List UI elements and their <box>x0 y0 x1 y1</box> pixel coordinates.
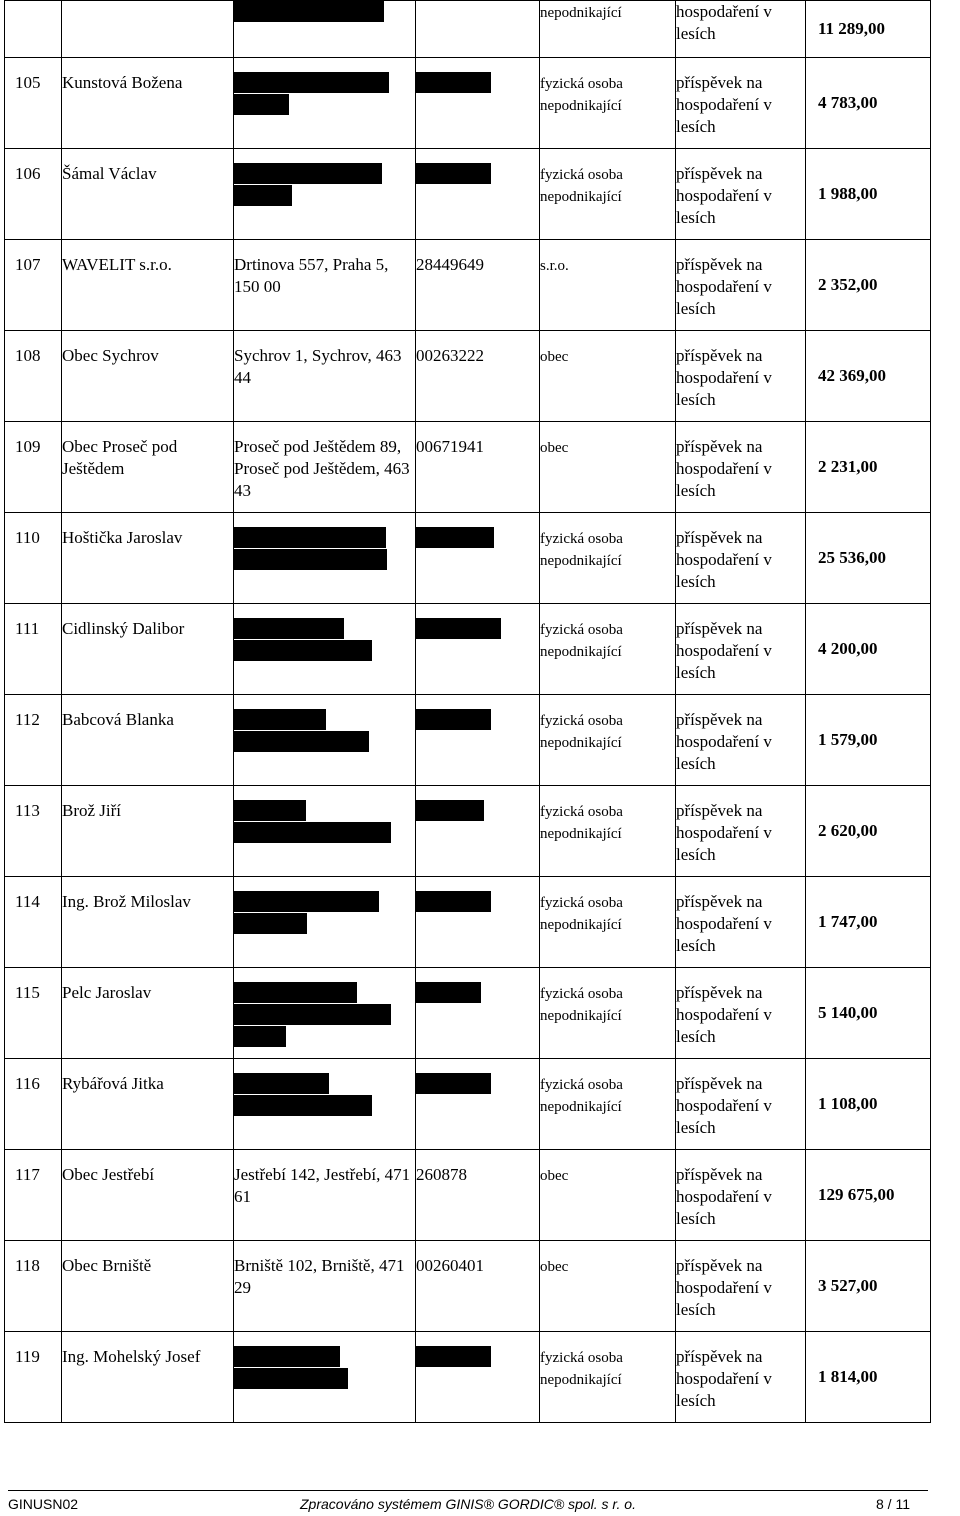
recipient-name-text: Obec Proseč pod Ještědem <box>62 437 178 478</box>
redaction-bar <box>234 1073 329 1094</box>
row-number-text: 106 <box>15 164 41 183</box>
row-number <box>5 786 62 877</box>
grant-amount <box>806 1 931 58</box>
grant-amount-text: 42 369,00 <box>818 366 886 385</box>
recipient-address <box>234 1059 416 1150</box>
footer-processed-by: Zpracováno systémem GINIS® GORDIC® spol. s r. o. <box>300 1496 636 1512</box>
grant-amount-text: 1 579,00 <box>818 730 878 749</box>
recipient-address <box>234 240 416 331</box>
recipient-name <box>62 604 234 695</box>
row-number <box>5 513 62 604</box>
recipient-name-text: Hoštička Jaroslav <box>62 528 183 547</box>
recipient-name <box>62 1059 234 1150</box>
legal-form-text: fyzická osoba nepodnikající <box>540 895 623 933</box>
grant-purpose-text: příspěvek na hospodaření v lesích <box>676 801 772 864</box>
recipient-name-text: WAVELIT s.r.o. <box>62 255 172 274</box>
recipient-name <box>62 1241 234 1332</box>
grant-amount <box>806 695 931 786</box>
table-row <box>5 331 931 422</box>
legal-form-text: fyzická osoba nepodnikající <box>540 804 623 842</box>
recipient-ico <box>416 1241 540 1332</box>
grant-amount <box>806 1332 931 1423</box>
recipient-ico <box>416 1150 540 1241</box>
legal-form <box>540 1241 676 1332</box>
grant-amount-text: 2 231,00 <box>818 457 878 476</box>
redaction-bar <box>416 1073 491 1094</box>
recipient-address-text: Sychrov 1, Sychrov, 463 44 <box>234 346 402 387</box>
recipient-ico <box>416 513 540 604</box>
row-number <box>5 422 62 513</box>
redaction-bar <box>416 1346 491 1367</box>
recipient-name <box>62 240 234 331</box>
recipient-address <box>234 422 416 513</box>
table-row <box>5 240 931 331</box>
redaction-bar <box>234 800 306 821</box>
legal-form-text: nepodnikající <box>540 5 622 21</box>
grant-amount <box>806 968 931 1059</box>
grant-amount-text: 4 783,00 <box>818 93 878 112</box>
recipient-ico-text: 00671941 <box>416 437 484 456</box>
grant-amount <box>806 513 931 604</box>
redaction-bar <box>234 1 384 22</box>
redaction-bar <box>234 549 387 570</box>
legal-form <box>540 786 676 877</box>
row-number <box>5 968 62 1059</box>
legal-form-text: fyzická osoba nepodnikající <box>540 713 623 751</box>
recipient-name-text: Kunstová Božena <box>62 73 183 92</box>
table-row <box>5 58 931 149</box>
row-number-text: 110 <box>15 528 40 547</box>
legal-form-text: fyzická osoba nepodnikající <box>540 167 623 205</box>
recipient-ico <box>416 1332 540 1423</box>
grant-amount-text: 11 289,00 <box>818 19 886 38</box>
redaction-bar <box>234 1346 340 1367</box>
row-number <box>5 240 62 331</box>
table-row <box>5 877 931 968</box>
row-number-text: 119 <box>15 1347 40 1366</box>
recipient-name <box>62 513 234 604</box>
grant-purpose <box>676 422 806 513</box>
footer-page-number: 8 / 11 <box>876 1496 910 1512</box>
recipient-ico <box>416 149 540 240</box>
legal-form-text: obec <box>540 440 569 456</box>
row-number-text: 113 <box>15 801 40 820</box>
grant-purpose <box>676 1150 806 1241</box>
grant-amount <box>806 58 931 149</box>
recipient-address-text: Proseč pod Ještědem 89, Proseč pod Ještědem, 463 43 <box>234 437 410 500</box>
grant-amount <box>806 331 931 422</box>
redaction-bar <box>416 72 491 93</box>
legal-form-text: fyzická osoba nepodnikající <box>540 986 623 1024</box>
grant-purpose <box>676 786 806 877</box>
recipient-address <box>234 604 416 695</box>
grant-amount-text: 1 988,00 <box>818 184 878 203</box>
redaction-bar <box>234 618 344 639</box>
legal-form-text: fyzická osoba nepodnikající <box>540 1350 623 1388</box>
recipient-address <box>234 1332 416 1423</box>
grant-amount-text: 2 620,00 <box>818 821 878 840</box>
grant-amount-text: 5 140,00 <box>818 1003 878 1022</box>
grant-purpose-text: příspěvek na hospodaření v lesích <box>676 1347 772 1410</box>
grant-purpose-text: příspěvek na hospodaření v lesích <box>676 983 772 1046</box>
redaction-bar <box>234 163 382 184</box>
recipient-name-text: Ing. Brož Miloslav <box>62 892 191 911</box>
legal-form-text: obec <box>540 1259 569 1275</box>
recipient-ico <box>416 58 540 149</box>
legal-form-text: obec <box>540 1168 569 1184</box>
legal-form-text: fyzická osoba nepodnikající <box>540 622 623 660</box>
grant-purpose-text: hospodaření v lesích <box>676 2 772 43</box>
grant-purpose-text: příspěvek na hospodaření v lesích <box>676 255 772 318</box>
grant-amount-text: 1 747,00 <box>818 912 878 931</box>
page-footer <box>8 1490 928 1516</box>
redaction-bar <box>416 891 491 912</box>
grant-amount-text: 25 536,00 <box>818 548 886 567</box>
table-row <box>5 968 931 1059</box>
row-number-text: 117 <box>15 1165 40 1184</box>
recipient-ico <box>416 877 540 968</box>
grant-purpose-text: příspěvek na hospodaření v lesích <box>676 1165 772 1228</box>
row-number <box>5 1241 62 1332</box>
redaction-bar <box>234 822 391 843</box>
grant-amount-text: 3 527,00 <box>818 1276 878 1295</box>
grant-purpose-text: příspěvek na hospodaření v lesích <box>676 164 772 227</box>
redaction-bar <box>234 1368 348 1389</box>
redaction-bar <box>234 731 369 752</box>
redaction-bar <box>234 185 292 206</box>
row-number <box>5 149 62 240</box>
grant-purpose <box>676 1059 806 1150</box>
recipient-name <box>62 1 234 58</box>
redaction-bar <box>416 709 491 730</box>
grant-amount <box>806 877 931 968</box>
row-number-text: 108 <box>15 346 41 365</box>
redaction-bar <box>234 913 307 934</box>
row-number-text: 115 <box>15 983 40 1002</box>
recipient-ico <box>416 695 540 786</box>
legal-form <box>540 513 676 604</box>
redaction-bar <box>234 527 386 548</box>
recipient-ico-text: 00263222 <box>416 346 484 365</box>
recipient-name <box>62 149 234 240</box>
grant-purpose <box>676 149 806 240</box>
legal-form-text: fyzická osoba nepodnikající <box>540 1077 623 1115</box>
row-number <box>5 1332 62 1423</box>
row-number <box>5 58 62 149</box>
grant-amount <box>806 422 931 513</box>
legal-form <box>540 422 676 513</box>
recipient-name-text: Obec Sychrov <box>62 346 159 365</box>
grant-purpose <box>676 1241 806 1332</box>
legal-form <box>540 877 676 968</box>
recipient-ico <box>416 968 540 1059</box>
row-number <box>5 331 62 422</box>
row-number-text: 109 <box>15 437 41 456</box>
row-number <box>5 1150 62 1241</box>
row-number-text: 105 <box>15 73 41 92</box>
recipient-name-text: Obec Brniště <box>62 1256 152 1275</box>
row-number-text: 118 <box>15 1256 40 1275</box>
redaction-bar <box>234 982 357 1003</box>
grant-purpose-text: příspěvek na hospodaření v lesích <box>676 1074 772 1137</box>
recipient-name <box>62 58 234 149</box>
recipient-address <box>234 331 416 422</box>
grant-amount-text: 2 352,00 <box>818 275 878 294</box>
recipient-name-text: Brož Jiří <box>62 801 122 820</box>
recipient-ico <box>416 331 540 422</box>
recipient-name-text: Obec Jestřebí <box>62 1165 155 1184</box>
recipient-ico <box>416 786 540 877</box>
grant-purpose-text: příspěvek na hospodaření v lesích <box>676 619 772 682</box>
recipient-name <box>62 331 234 422</box>
grant-amount-text: 129 675,00 <box>818 1185 895 1204</box>
redaction-bar <box>234 1095 372 1116</box>
table-row <box>5 513 931 604</box>
recipient-address <box>234 58 416 149</box>
row-number-text: 107 <box>15 255 41 274</box>
recipient-address <box>234 968 416 1059</box>
grant-amount <box>806 1241 931 1332</box>
table-row <box>5 1241 931 1332</box>
grant-purpose <box>676 1 806 58</box>
grant-amount <box>806 1150 931 1241</box>
grant-purpose-text: příspěvek na hospodaření v lesích <box>676 892 772 955</box>
grant-purpose <box>676 331 806 422</box>
legal-form <box>540 968 676 1059</box>
recipient-name-text: Ing. Mohelský Josef <box>62 1347 201 1366</box>
row-number-text: 114 <box>15 892 40 911</box>
legal-form <box>540 604 676 695</box>
legal-form-text: fyzická osoba nepodnikající <box>540 76 623 114</box>
grant-purpose-text: příspěvek na hospodaření v lesích <box>676 437 772 500</box>
table-row <box>5 1059 931 1150</box>
table-row <box>5 422 931 513</box>
legal-form <box>540 149 676 240</box>
redaction-bar <box>234 1004 391 1025</box>
grant-purpose <box>676 877 806 968</box>
row-number-text: 116 <box>15 1074 40 1093</box>
legal-form <box>540 331 676 422</box>
redaction-bar <box>234 709 326 730</box>
recipient-address-text: Drtinova 557, Praha 5, 150 00 <box>234 255 389 296</box>
recipient-name-text: Šámal Václav <box>62 164 157 183</box>
row-number-text: 112 <box>15 710 40 729</box>
grant-purpose-text: příspěvek na hospodaření v lesích <box>676 73 772 136</box>
row-number <box>5 604 62 695</box>
grant-amount-text: 1 814,00 <box>818 1367 878 1386</box>
grant-purpose <box>676 1332 806 1423</box>
legal-form <box>540 1150 676 1241</box>
redaction-bar <box>416 800 484 821</box>
recipient-ico <box>416 604 540 695</box>
recipient-ico <box>416 1 540 58</box>
grant-purpose <box>676 58 806 149</box>
grants-table <box>4 0 931 1423</box>
table-row <box>5 1150 931 1241</box>
grant-purpose <box>676 513 806 604</box>
recipient-name <box>62 422 234 513</box>
grant-amount-text: 1 108,00 <box>818 1094 878 1113</box>
table-body <box>5 1 931 1423</box>
legal-form-text: obec <box>540 349 569 365</box>
recipient-name <box>62 695 234 786</box>
recipient-address-text: Brniště 102, Brniště, 471 29 <box>234 1256 405 1297</box>
grant-purpose-text: příspěvek na hospodaření v lesích <box>676 1256 772 1319</box>
legal-form <box>540 240 676 331</box>
redaction-bar <box>234 94 289 115</box>
grant-amount <box>806 240 931 331</box>
recipient-address <box>234 1 416 58</box>
grant-purpose <box>676 695 806 786</box>
recipient-name <box>62 1332 234 1423</box>
recipient-ico <box>416 422 540 513</box>
recipient-address <box>234 695 416 786</box>
grant-purpose-text: příspěvek na hospodaření v lesích <box>676 346 772 409</box>
table-row <box>5 1 931 58</box>
recipient-ico-text: 260878 <box>416 1165 467 1184</box>
grant-purpose <box>676 604 806 695</box>
row-number <box>5 1 62 58</box>
grant-amount <box>806 149 931 240</box>
legal-form <box>540 695 676 786</box>
recipient-name <box>62 786 234 877</box>
table-row <box>5 786 931 877</box>
table-row <box>5 149 931 240</box>
redaction-bar <box>416 982 481 1003</box>
legal-form-text: s.r.o. <box>540 258 569 274</box>
redaction-bar <box>234 72 389 93</box>
grant-amount <box>806 604 931 695</box>
redaction-bar <box>234 891 379 912</box>
recipient-ico <box>416 1059 540 1150</box>
recipient-address <box>234 513 416 604</box>
redaction-bar <box>416 618 501 639</box>
row-number <box>5 877 62 968</box>
redaction-bar <box>234 640 372 661</box>
grant-purpose-text: příspěvek na hospodaření v lesích <box>676 528 772 591</box>
legal-form <box>540 1 676 58</box>
row-number <box>5 1059 62 1150</box>
recipient-name <box>62 968 234 1059</box>
recipient-address <box>234 877 416 968</box>
grant-amount-text: 4 200,00 <box>818 639 878 658</box>
recipient-ico-text: 28449649 <box>416 255 484 274</box>
recipient-ico-text: 00260401 <box>416 1256 484 1275</box>
table-row <box>5 1332 931 1423</box>
legal-form <box>540 58 676 149</box>
recipient-name <box>62 1150 234 1241</box>
recipient-ico <box>416 240 540 331</box>
recipient-address <box>234 1241 416 1332</box>
grant-purpose <box>676 240 806 331</box>
grant-amount <box>806 786 931 877</box>
table-row <box>5 604 931 695</box>
legal-form-text: fyzická osoba nepodnikající <box>540 531 623 569</box>
recipient-address <box>234 1150 416 1241</box>
redaction-bar <box>234 1026 286 1047</box>
grant-purpose-text: příspěvek na hospodaření v lesích <box>676 710 772 773</box>
recipient-name-text: Pelc Jaroslav <box>62 983 152 1002</box>
redaction-bar <box>416 163 491 184</box>
redaction-bar <box>416 527 494 548</box>
row-number <box>5 695 62 786</box>
recipient-name-text: Babcová Blanka <box>62 710 174 729</box>
recipient-address <box>234 149 416 240</box>
recipient-name <box>62 877 234 968</box>
recipient-name-text: Rybářová Jitka <box>62 1074 164 1093</box>
legal-form <box>540 1332 676 1423</box>
legal-form <box>540 1059 676 1150</box>
recipient-name-text: Cidlinský Dalibor <box>62 619 185 638</box>
table-row <box>5 695 931 786</box>
recipient-address-text: Jestřebí 142, Jestřebí, 471 61 <box>234 1165 411 1206</box>
footer-code: GINUSN02 <box>8 1496 79 1512</box>
grant-purpose <box>676 968 806 1059</box>
row-number-text: 111 <box>15 619 40 638</box>
grant-amount <box>806 1059 931 1150</box>
recipient-address <box>234 786 416 877</box>
